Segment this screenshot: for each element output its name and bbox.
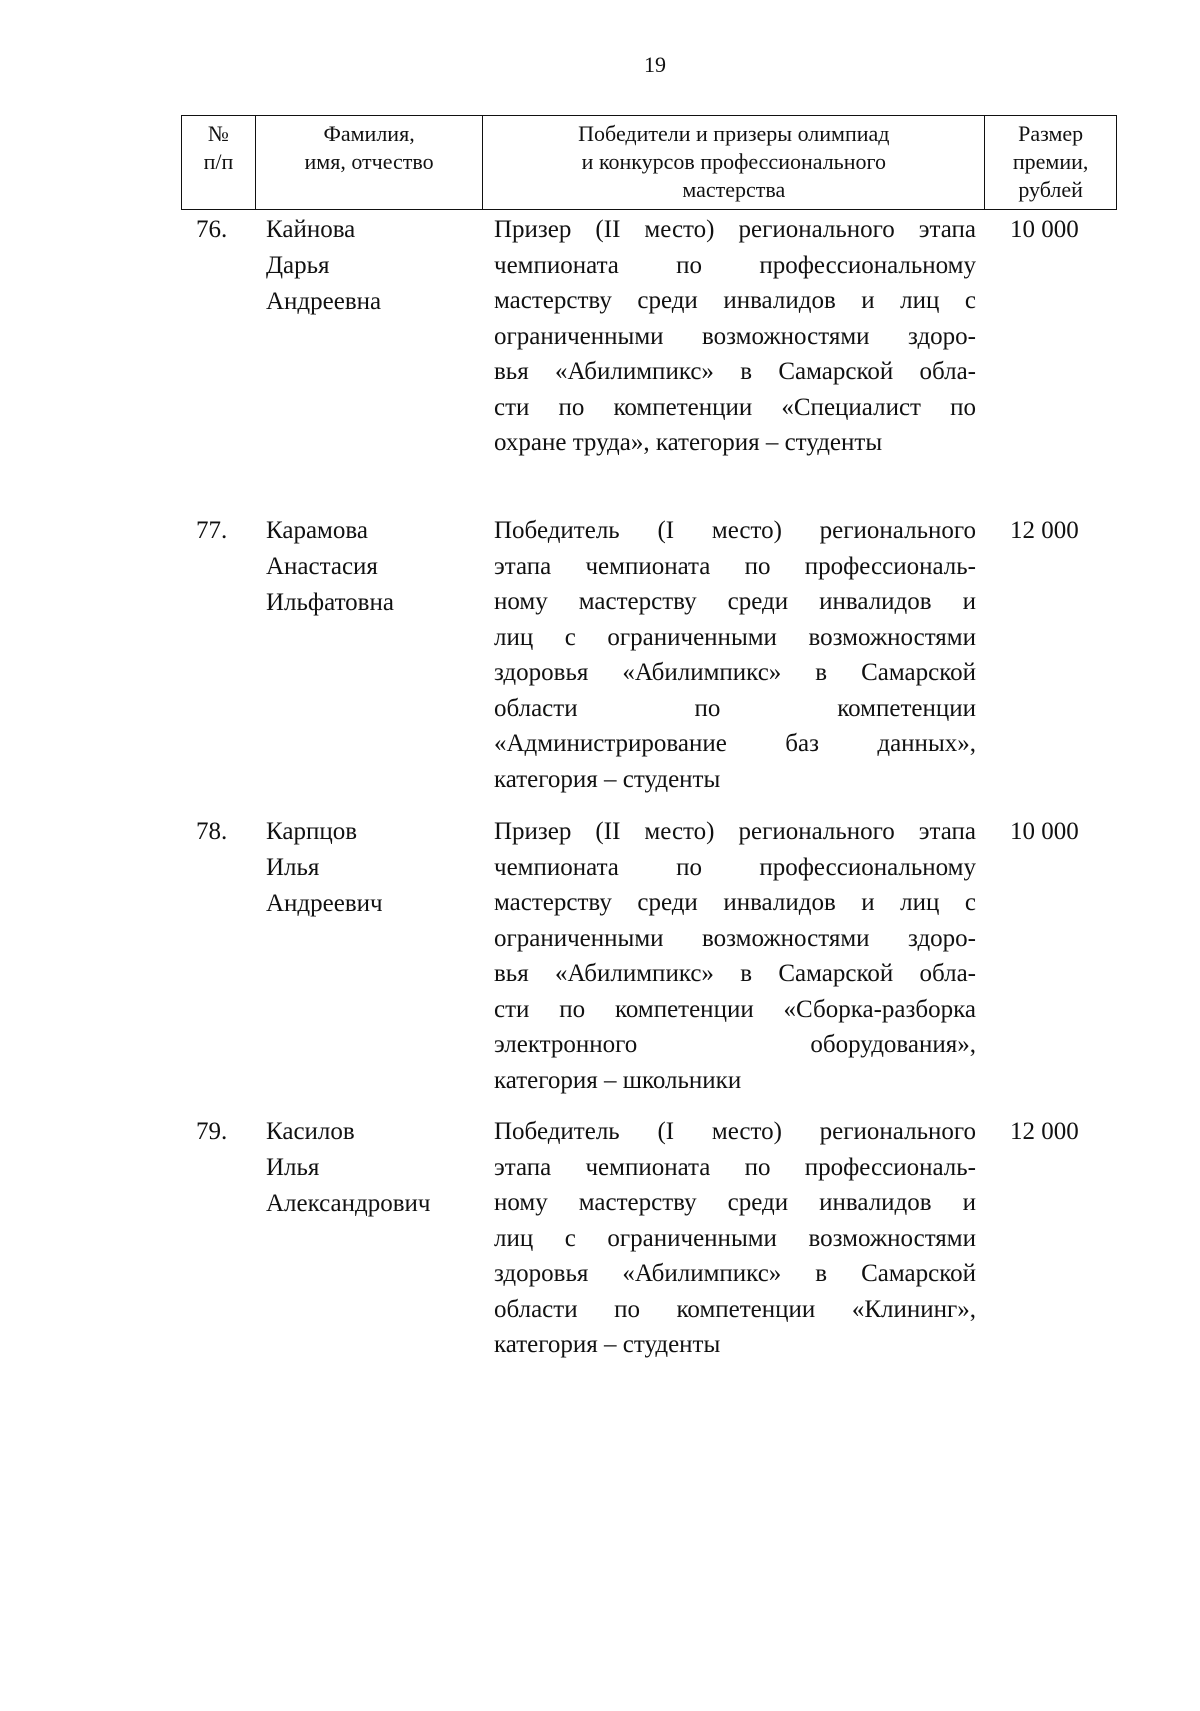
award-description: Победитель (I место) регионального этапа чемпионата по профессиональ- ному мастерству среди инвалидов и лиц с ограниченными возможностями здоровья «Абилимпикс» в Самарской области по компетенции «Клининг», категория – студенты [494, 1118, 976, 1358]
page-number: 19 [644, 52, 666, 77]
award-description: Победитель (I место) регионального этапа чемпионата по профессиональ- ному мастерству среди инвалидов и лиц с ограниченными возможностями здоровья «Абилимпикс» в Самарской области по компетенции «Администрирование баз данных», категория – студенты [494, 517, 976, 793]
person-name: Карамова Анастасия Ильфатовна [266, 517, 394, 616]
row-number: 78. [196, 818, 228, 845]
header-description-column: Победители и призеры олимпиад и конкурсов профессионального мастерства [483, 116, 985, 209]
prize-amount: 10 000 [1010, 216, 1079, 243]
table-header [181, 115, 1117, 210]
prize-amount: 12 000 [1010, 1118, 1079, 1145]
header-name-column: Фамилия, имя, отчество [256, 116, 484, 209]
header-number-column: № п/п [182, 116, 256, 209]
row-number: 77. [196, 517, 228, 544]
row-number: 76. [196, 216, 228, 243]
prize-amount: 10 000 [1010, 818, 1079, 845]
award-description: Призер (II место) регионального этапа чемпионата по профессиональному мастерству среди инвалидов и лиц с ограниченными возможностями здоро- вья «Абилимпикс» в Самарской обла- сти по компетенции «Сборка-разборка электронного оборудования», категория – школьники [494, 818, 976, 1094]
header-prize-column: Размер премии, рублей [1012, 121, 1089, 202]
person-name: Кайнова Дарья Андреевна [266, 216, 382, 315]
prize-amount: 12 000 [1010, 517, 1079, 544]
award-description: Призер (II место) регионального этапа чемпионата по профессиональному мастерству среди инвалидов и лиц с ограниченными возможностями здоро- вья «Абилимпикс» в Самарской обла- сти по компетенции «Специалист по охране труда», категория – студенты [494, 216, 976, 456]
person-name: Касилов Илья Александрович [266, 1118, 431, 1217]
person-name: Карпцов Илья Андреевич [266, 818, 383, 917]
row-number: 79. [196, 1118, 228, 1145]
